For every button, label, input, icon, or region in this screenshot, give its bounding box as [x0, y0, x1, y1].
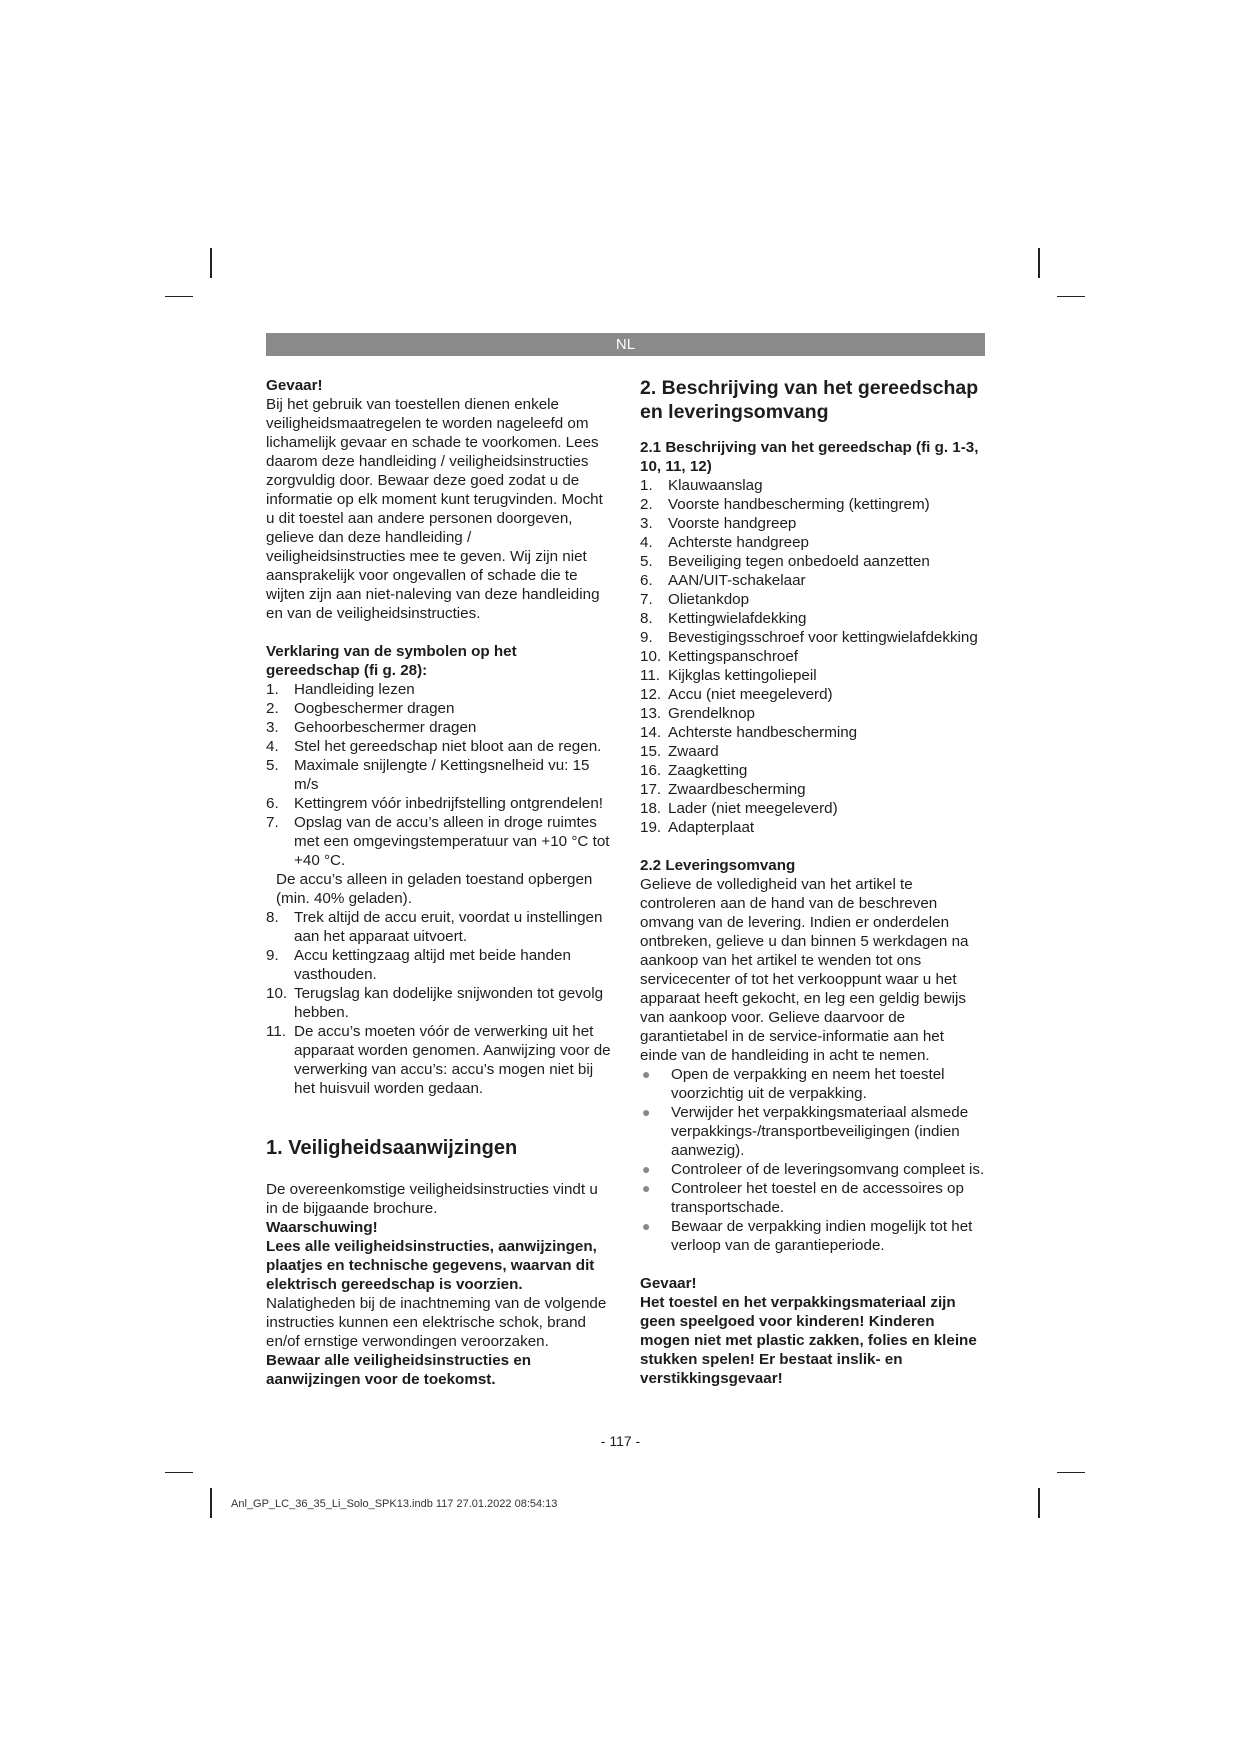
crop-mark — [165, 1472, 193, 1473]
item-number: 1. — [266, 681, 279, 698]
crop-mark — [1057, 296, 1085, 297]
item-text: De accu’s moeten vóór de verwerking uit het apparaat worden genomen. Aanwijzing voor de verwerking van accu’s: accu’s mogen niet bij het huisvuil worden gedaan. — [294, 1023, 611, 1097]
warning-text: Bij het gebruik van toestellen dienen enkele veiligheidsmaatregelen te worden nageleefd om lichamelijk gevaar en schade te voorkomen. Lees daarom deze handleiding / veiligheidsinstructies zorgvuldig door. Bewaar deze goed zodat u de informatie op elk moment kunt terugvinden. Mocht u dit toestel aan andere personen doorgeven, gelieve dan deze handleiding / veiligheidsinstructies mee te geven. Wij zijn niet aansprakelijk voor ongevallen of schade die te wijten zijn aan niet-naleving van deze handleiding en van de veiligheidsinstructies. — [266, 396, 603, 622]
list-item — [640, 818, 985, 837]
list-item — [640, 647, 985, 666]
item-text: Voorste handgreep — [668, 515, 797, 532]
delivery-checklist — [640, 1065, 985, 1255]
item-number: 10. — [640, 648, 662, 665]
list-item — [640, 552, 985, 571]
list-item — [266, 680, 611, 699]
item-text: Kijkglas kettingoliepeil — [668, 667, 817, 684]
section-2-2-text: Gelieve de volledigheid van het artikel te controleren aan de hand van de beschreven omvang van de levering. Indien er onderdelen ontbreken, gelieve u dan binnen 5 werkdagen na aankoop van het artikel te wenden tot ons servicecenter of tot het verkooppunt waar u het apparaat heeft gekocht, en leg een geldig bewijs van aankoop voor. Gelieve daarvoor de garantietabel in de service-informatie aan het einde van de handleiding in acht te nemen. — [640, 876, 969, 1064]
list-item — [640, 514, 985, 533]
item-number: 2. — [266, 700, 279, 717]
item-number: 9. — [266, 947, 279, 964]
right-column — [640, 376, 985, 1388]
list-item — [266, 794, 611, 813]
list-item — [640, 685, 985, 704]
item-number: 4. — [640, 534, 653, 551]
checklist-text: Open de verpakking en neem het toestel voorzichtig uit de verpakking. — [671, 1066, 945, 1102]
section-2-title: 2. Beschrijving van het gereedschap en leveringsomvang — [640, 377, 979, 423]
item-number: 5. — [640, 553, 653, 570]
bullet-icon: ● — [642, 1066, 651, 1082]
item-number: 8. — [640, 610, 653, 627]
item-text: Handleiding lezen — [294, 681, 415, 698]
section-1-text: De overeenkomstige veiligheidsinstructies vindt u in de bijgaande brochure. — [266, 1181, 598, 1217]
checklist-item — [640, 1103, 985, 1160]
item-number: 17. — [640, 781, 662, 798]
crop-mark — [210, 1488, 212, 1518]
item-text: Terugslag kan dodelijke snijwonden tot gevolg hebben. — [294, 985, 604, 1021]
item-text: Beveiliging tegen onbedoeld aanzetten — [668, 553, 930, 570]
list-item — [640, 609, 985, 628]
item-text: Accu (niet meegeleverd) — [668, 686, 833, 703]
item-text: Achterste handbescherming — [668, 724, 858, 741]
item-text: Bevestigingsschroef voor kettingwielafdekking — [668, 629, 978, 646]
item-text: Achterste handgreep — [668, 534, 810, 551]
checklist-text: Bewaar de verpakking indien mogelijk tot het verloop van de garantieperiode. — [671, 1218, 973, 1254]
item-number: 9. — [640, 629, 653, 646]
item-text: Grendelknop — [668, 705, 755, 722]
checklist-text: Controleer het toestel en de accessoires op transportschade. — [671, 1180, 964, 1216]
item-number: 2. — [640, 496, 653, 513]
item-text: Voorste handbescherming (kettingrem) — [668, 496, 930, 513]
language-header-bar — [266, 333, 985, 356]
item-text: Oogbeschermer dragen — [294, 700, 455, 717]
warning-2-text: Het toestel en het verpakkingsmateriaal zijn geen speelgoed voor kinderen! Kinderen mogen niet met plastic zakken, folies en kleine stukken spelen! Er bestaat inslik- en verstikkingsgevaar! — [640, 1294, 977, 1387]
list-item — [266, 813, 611, 870]
list-item — [640, 666, 985, 685]
list-item — [640, 628, 985, 647]
item-number: 16. — [640, 762, 662, 779]
item-text: Lader (niet meegeleverd) — [668, 800, 838, 817]
item-number: 4. — [266, 738, 279, 755]
section-2-2-title: 2.2 Leveringsomvang — [640, 857, 796, 874]
item-number: 3. — [640, 515, 653, 532]
list-item — [640, 799, 985, 818]
section-2-1-title: 2.1 Beschrijving van het gereedschap (fi g. 1-3, 10, 11, 12) — [640, 439, 979, 475]
item-text: Maximale snijlengte / Kettingsnelheid vu: 15 m/s — [294, 757, 590, 793]
crop-mark — [1057, 1472, 1085, 1473]
section-1-bold-text-2: Bewaar alle veiligheidsinstructies en aanwijzingen voor de toekomst. — [266, 1352, 532, 1388]
bullet-icon: ● — [642, 1161, 651, 1177]
parts-list — [640, 476, 985, 837]
item-number: 19. — [640, 819, 662, 836]
item-text: Kettingrem vóór inbedrijfstelling ontgrendelen! — [294, 795, 603, 812]
item-text: Kettingwielafdekking — [668, 610, 807, 627]
item-number: 7. — [266, 814, 279, 831]
item-number: 11. — [640, 667, 660, 684]
item-number: 7. — [640, 591, 653, 608]
item-text: AAN/UIT-schakelaar — [668, 572, 806, 589]
bullet-icon: ● — [642, 1218, 651, 1234]
list-item — [640, 723, 985, 742]
section-1-warning-label: Waarschuwing! — [266, 1219, 378, 1236]
crop-mark — [210, 248, 212, 278]
item-number: 14. — [640, 724, 662, 741]
left-column — [266, 376, 611, 1389]
item-number: 1. — [640, 477, 653, 494]
item-number: 18. — [640, 800, 662, 817]
item-text: Opslag van de accu’s alleen in droge ruimtes met een omgevingstemperatuur van +10 °C tot +40 °C. — [294, 814, 610, 869]
item-text: Accu kettingzaag altijd met beide handen vasthouden. — [294, 947, 571, 983]
list-item — [266, 1022, 611, 1098]
list-item — [640, 533, 985, 552]
item-text: Trek altijd de accu eruit, voordat u instellingen aan het apparaat uitvoert. — [294, 909, 603, 945]
crop-mark — [1038, 248, 1040, 278]
item-text: Zwaardbescherming — [668, 781, 806, 798]
item-text: Stel het gereedschap niet bloot aan de regen. — [294, 738, 602, 755]
checklist-item — [640, 1160, 985, 1179]
list-item — [266, 737, 611, 756]
list-item — [266, 908, 611, 946]
list-item — [640, 704, 985, 723]
item-text: Adapterplaat — [668, 819, 755, 836]
symbols-extra-note: De accu’s alleen in geladen toestand opbergen (min. 40% geladen). — [276, 871, 593, 907]
item-text: Gehoorbeschermer dragen — [294, 719, 477, 736]
item-number: 6. — [266, 795, 279, 812]
item-number: 5. — [266, 757, 279, 774]
symbols-list — [266, 680, 611, 870]
item-text: Zwaard — [668, 743, 719, 760]
list-item — [640, 761, 985, 780]
print-footer: Anl_GP_LC_36_35_Li_Solo_SPK13.indb 117 27.01.2022 08:54:13 — [231, 1498, 558, 1510]
section-1-bold-text: Lees alle veiligheidsinstructies, aanwijzingen, plaatjes en technische gegevens, waarvan dit elektrisch gereedschap is voorzien. — [266, 1238, 597, 1293]
bullet-icon: ● — [642, 1104, 651, 1120]
item-number: 13. — [640, 705, 662, 722]
list-item — [640, 742, 985, 761]
symbols-list-continued — [266, 908, 611, 1098]
item-number: 12. — [640, 686, 662, 703]
item-number: 8. — [266, 909, 279, 926]
checklist-item — [640, 1217, 985, 1255]
item-text: Klauwaanslag — [668, 477, 763, 494]
item-text: Kettingspanschroef — [668, 648, 799, 665]
checklist-item — [640, 1065, 985, 1103]
list-item — [640, 476, 985, 495]
list-item — [640, 495, 985, 514]
language-label: NL — [615, 336, 636, 353]
item-number: 15. — [640, 743, 662, 760]
section-1-text-2: Nalatigheden bij de inachtneming van de volgende instructies kunnen een elektrische schok, brand en/of ernstige verwondingen veroorzaken. — [266, 1295, 607, 1350]
list-item — [266, 718, 611, 737]
page-number: - 117 - — [600, 1433, 641, 1449]
checklist-text: Verwijder het verpakkingsmateriaal alsmede verpakkings-/transportbeveiligingen (indien aanwezig). — [671, 1104, 969, 1159]
list-item — [266, 756, 611, 794]
checklist-text: Controleer of de leveringsomvang compleet is. — [671, 1161, 985, 1178]
item-number: 3. — [266, 719, 279, 736]
list-item — [640, 571, 985, 590]
crop-mark — [165, 296, 193, 297]
list-item — [266, 699, 611, 718]
item-text: Zaagketting — [668, 762, 748, 779]
bullet-icon: ● — [642, 1180, 651, 1196]
symbols-title: Verklaring van de symbolen op het gereedschap (fi g. 28): — [266, 643, 517, 679]
checklist-item — [640, 1179, 985, 1217]
list-item — [640, 780, 985, 799]
crop-mark — [1038, 1488, 1040, 1518]
list-item — [266, 946, 611, 984]
item-text: Olietankdop — [668, 591, 750, 608]
item-number: 10. — [266, 985, 288, 1002]
item-number: 11. — [266, 1023, 286, 1040]
warning-title: Gevaar! — [266, 377, 323, 394]
warning-2-title: Gevaar! — [640, 1275, 697, 1292]
section-1-title: 1. Veiligheidsaanwijzingen — [266, 1137, 518, 1159]
item-number: 6. — [640, 572, 653, 589]
list-item — [640, 590, 985, 609]
list-item — [266, 984, 611, 1022]
